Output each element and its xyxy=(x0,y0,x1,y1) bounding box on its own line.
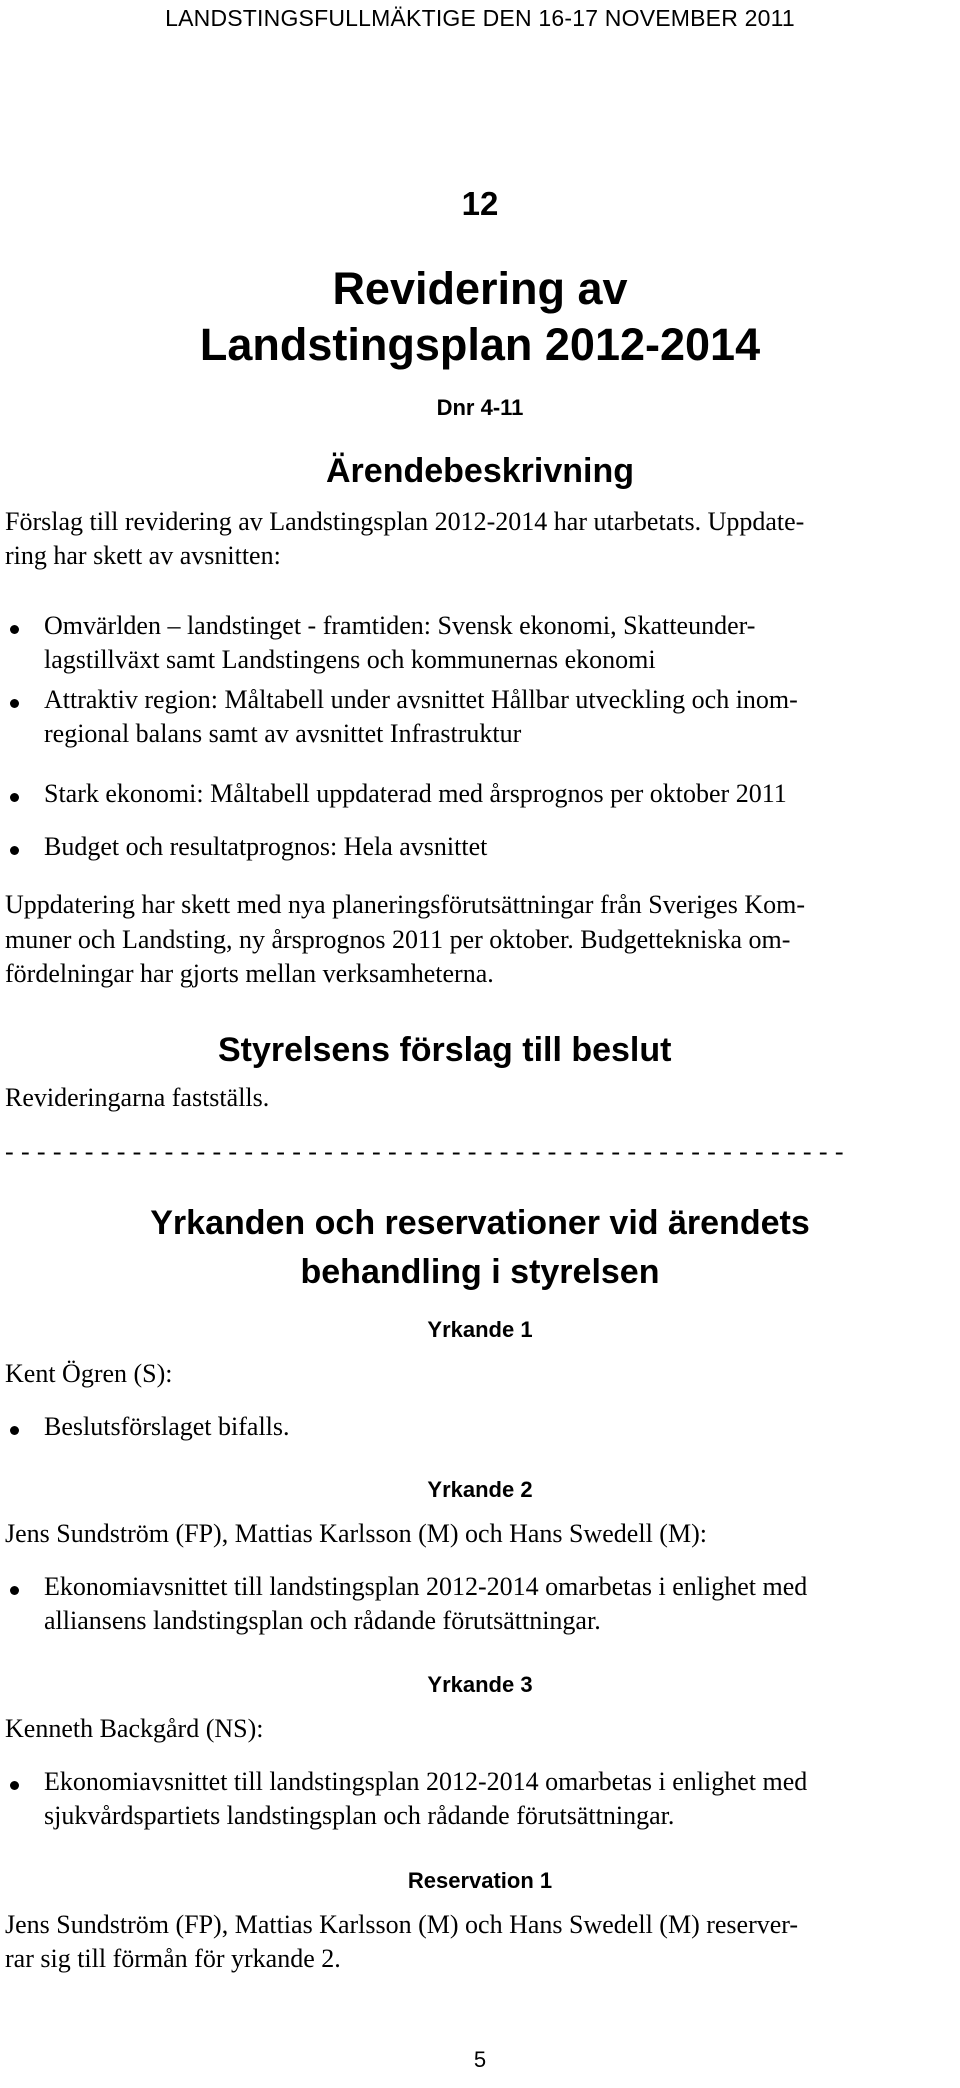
update-line-2: muner och Landsting, ny årsprognos 2011 per oktober. Budgettekniska om- xyxy=(5,925,791,954)
yrkande-2-bullet-line-2: alliansens landstingsplan och rådande förutsättningar. xyxy=(44,1606,601,1635)
update-line-1: Uppdatering har skett med nya planeringsförutsättningar från Sveriges Kom- xyxy=(5,890,805,919)
page-number: 5 xyxy=(473,2047,487,2072)
page-title-line1: Revidering av xyxy=(332,263,628,314)
bullet-marker xyxy=(10,699,19,708)
update-line-3: fördelningar har gjorts mellan verksamheterna. xyxy=(5,959,494,988)
motions-heading-line2: behandling i styrelsen xyxy=(300,1253,660,1291)
bullet-2-line-2: regional balans samt av avsnittet Infrastruktur xyxy=(44,719,522,748)
item-number: 12 xyxy=(461,185,499,222)
bullet-marker xyxy=(10,625,19,634)
reservation-1-line-2: rar sig till förmån för yrkande 2. xyxy=(5,1944,341,1973)
bullet-marker xyxy=(10,793,19,802)
bullet-2-line-1: Attraktiv region: Måltabell under avsnittet Hållbar utveckling och inom- xyxy=(44,685,798,714)
yrkande-3-proposer: Kenneth Backgård (NS): xyxy=(5,1714,264,1743)
yrkande-1-proposer: Kent Ögren (S): xyxy=(5,1359,173,1388)
bullet-1-line-2: lagstillväxt samt Landstingens och kommunernas ekonomi xyxy=(44,645,656,674)
board-proposal-heading: Styrelsens förslag till beslut xyxy=(218,1031,672,1069)
page-title-line2: Landstingsplan 2012-2014 xyxy=(199,319,761,370)
bullet-marker xyxy=(10,1586,19,1595)
dnr-label: Dnr 4-11 xyxy=(436,395,524,420)
yrkande-3-heading: Yrkande 3 xyxy=(427,1672,533,1697)
bullet-marker xyxy=(10,1781,19,1790)
bullet-marker xyxy=(10,1426,19,1435)
running-header: LANDSTINGSFULLMÄKTIGE DEN 16-17 NOVEMBER 2011 xyxy=(165,5,795,31)
yrkande-2-bullet-line-1: Ekonomiavsnittet till landstingsplan 2012-2014 omarbetas i enlighet med xyxy=(44,1572,808,1601)
yrkande-3-bullet-line-2: sjukvårdspartiets landstingsplan och rådande förutsättningar. xyxy=(44,1801,675,1830)
yrkande-1-bullet: Beslutsförslaget bifalls. xyxy=(44,1412,290,1441)
bullet-4-line-1: Budget och resultatprognos: Hela avsnittet xyxy=(44,832,488,861)
intro-line-1: Förslag till revidering av Landstingsplan 2012-2014 har utarbetats. Uppdate- xyxy=(5,507,805,536)
board-proposal-text: Revideringarna fastställs. xyxy=(5,1083,270,1112)
motions-heading-line1: Yrkanden och reservationer vid ärendets xyxy=(150,1204,810,1242)
bullet-3-line-1: Stark ekonomi: Måltabell uppdaterad med årsprognos per oktober 2011 xyxy=(44,779,787,808)
intro-line-2: ring har skett av avsnitten: xyxy=(5,541,281,570)
yrkande-2-heading: Yrkande 2 xyxy=(427,1477,533,1502)
bullet-1-line-1: Omvärlden – landstinget - framtiden: Svensk ekonomi, Skatteunder- xyxy=(44,611,756,640)
bullet-marker xyxy=(10,846,19,855)
reservation-1-line-1: Jens Sundström (FP), Mattias Karlsson (M) och Hans Swedell (M) reserver- xyxy=(5,1910,799,1939)
yrkande-2-proposer: Jens Sundström (FP), Mattias Karlsson (M) och Hans Swedell (M): xyxy=(5,1519,707,1548)
reservation-1-heading: Reservation 1 xyxy=(407,1868,553,1893)
description-heading: Ärendebeskrivning xyxy=(326,452,634,490)
yrkande-1-heading: Yrkande 1 xyxy=(427,1317,533,1342)
yrkande-3-bullet-line-1: Ekonomiavsnittet till landstingsplan 2012-2014 omarbetas i enlighet med xyxy=(44,1767,808,1796)
separator: - - - - - - - - - - - - - - - - - - - - - - - - - - - - - - - - - - - - - - - - - - - - - - - - - - - - - xyxy=(5,1137,844,1166)
